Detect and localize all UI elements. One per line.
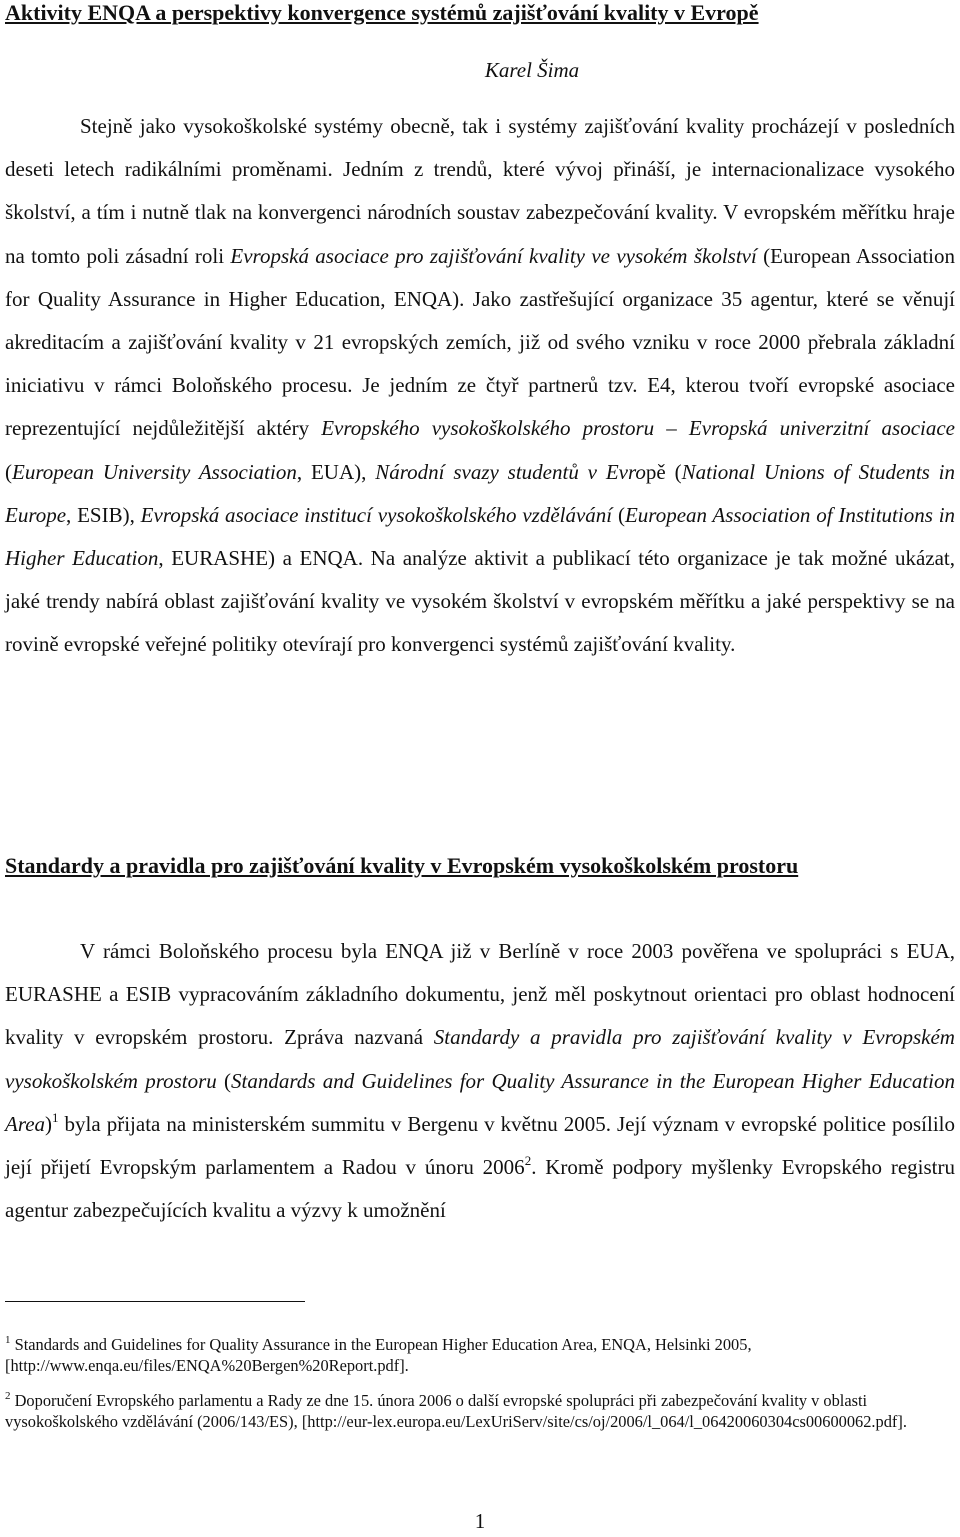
paragraph-text: . Kromě podpory myšlenky Evropského registru agentur zabezpečujících kvalitu a výzvy k umožnění (5, 1155, 956, 1223)
author-name: Karel Šima (484, 58, 580, 82)
paragraph-text: ) (45, 1111, 53, 1136)
paragraph-text: ( (216, 1068, 232, 1093)
section-paragraph (5, 930, 955, 1232)
paragraph-text: pě ( (645, 459, 682, 484)
document-title: Aktivity ENQA a perspektivy konvergence systémů zajišťování kvality v Evropě (5, 0, 759, 25)
paragraph-text: , EURASHE) a ENQA. Na analýze aktivit a publikací této organizace je tak možné ukázat, jaké trendy nabírá oblast zajišťování kvality ve vysokém školství v evropském měřítku a jaké perspektivy se na rovině evropské veřejné politiky otevírají pro konvergenci systémů zajišťování kvality. (5, 546, 955, 657)
paragraph-text: V rámci Boloňského procesu byla ENQA již v Berlíně v roce 2003 pověřena ve spolupráci s EUA, EURASHE a ESIB vypracováním základního dokumentu, jenž měl poskytnout orientaci pro oblast hodnocení kvality v evropském prostoru. Zpráva nazvaná (5, 939, 955, 1050)
paragraph-italic-text: Národní svazy studentů v Evro (375, 459, 646, 484)
paragraph-text: ( (5, 459, 12, 484)
footnote-ref[interactable]: 2 (524, 1153, 532, 1169)
paragraph-italic-text: Standards and Guidelines for Quality Assurance in the European Higher Education Area (5, 1068, 956, 1136)
paragraph-italic-text: Standardy a pravidla pro zajišťování kvality v Evropském vysokoškolském prostoru (5, 1025, 955, 1093)
paragraph-italic-text: National Unions of Students in Europe (5, 459, 956, 527)
paragraph-italic-text: European Association of Institutions in Higher Education (5, 502, 956, 571)
footnote (5, 1334, 955, 1376)
paragraph-italic-text: Evropského vysokoškolského prostoru – Evropská univerzitní asociace (321, 416, 955, 441)
paragraph-text: Stejně jako vysokoškolské systémy obecně, tak i systémy zajišťování kvality procházejí v posledních deseti letech radikálními proměnami. Jedním z trendů, které vývoj přináší, je internacionalizace vysokého školství, a tím i nutně tlak na konvergenci národních soustav zabezpečování kvality. V evropském měřítku hraje na tomto poli zásadní roli (5, 114, 955, 268)
paragraph-text: , EUA), (296, 459, 376, 484)
paragraph-text: ( (612, 502, 625, 527)
footnote (5, 1390, 955, 1432)
paragraph-italic-text: Evropská asociace institucí vysokoškolského vzdělávání (140, 502, 613, 527)
intro-paragraph (5, 105, 955, 667)
footnote-text: Standards and Guidelines for Quality Assurance in the European Higher Education Area, ENQA, Helsinki 2005, [http://www.enqa.eu/files/ENQA%20Bergen%20Report.pdf]. (5, 1335, 752, 1375)
footnote-mark: 1 (5, 1334, 11, 1346)
footnote-mark: 2 (5, 1390, 11, 1402)
paragraph-italic-text: European University Association (12, 459, 297, 484)
page-number: 1 (474, 1509, 486, 1533)
paragraph-italic-text: Evropská asociace pro zajišťování kvality ve vysokém školství (230, 243, 757, 268)
paragraph-text: byla přijata na ministerském summitu v Bergenu v květnu 2005. Její význam v evropské politice posílilo její přijetí Evropským parlamentem a Radou v únoru 2006 (5, 1111, 955, 1180)
footnote-divider (5, 1301, 305, 1302)
footnote-ref[interactable]: 1 (52, 1109, 59, 1125)
footnote-text: Doporučení Evropského parlamentu a Rady ze dne 15. února 2006 o další evropské spolupráci při zabezpečování kvality v oblasti vysokoškolského vzdělávání (2006/143/ES), [http://eur-lex.europa.eu/LexUriServ/site/cs/oj/2006/l_064/l_06420060304cs00600062.pdf]. (5, 1391, 907, 1431)
paragraph-text: (European Association for Quality Assurance in Higher Education, ENQA). Jako zastřešující organizace 35 agentur, které se věnují akreditacím a zajišťování kvality v 21 evropských zemích, již od svého vzniku v roce 2000 přebrala základní iniciativu v rámci Boloňského procesu. Je jedním ze čtyř partnerů tzv. E4, kterou tvoří evropské asociace reprezentující nejdůležitější aktéry (5, 243, 955, 441)
section-heading: Standardy a pravidla pro zajišťování kvality v Evropském vysokoškolském prostoru (5, 853, 799, 878)
paragraph-text: , ESIB), (66, 502, 141, 527)
